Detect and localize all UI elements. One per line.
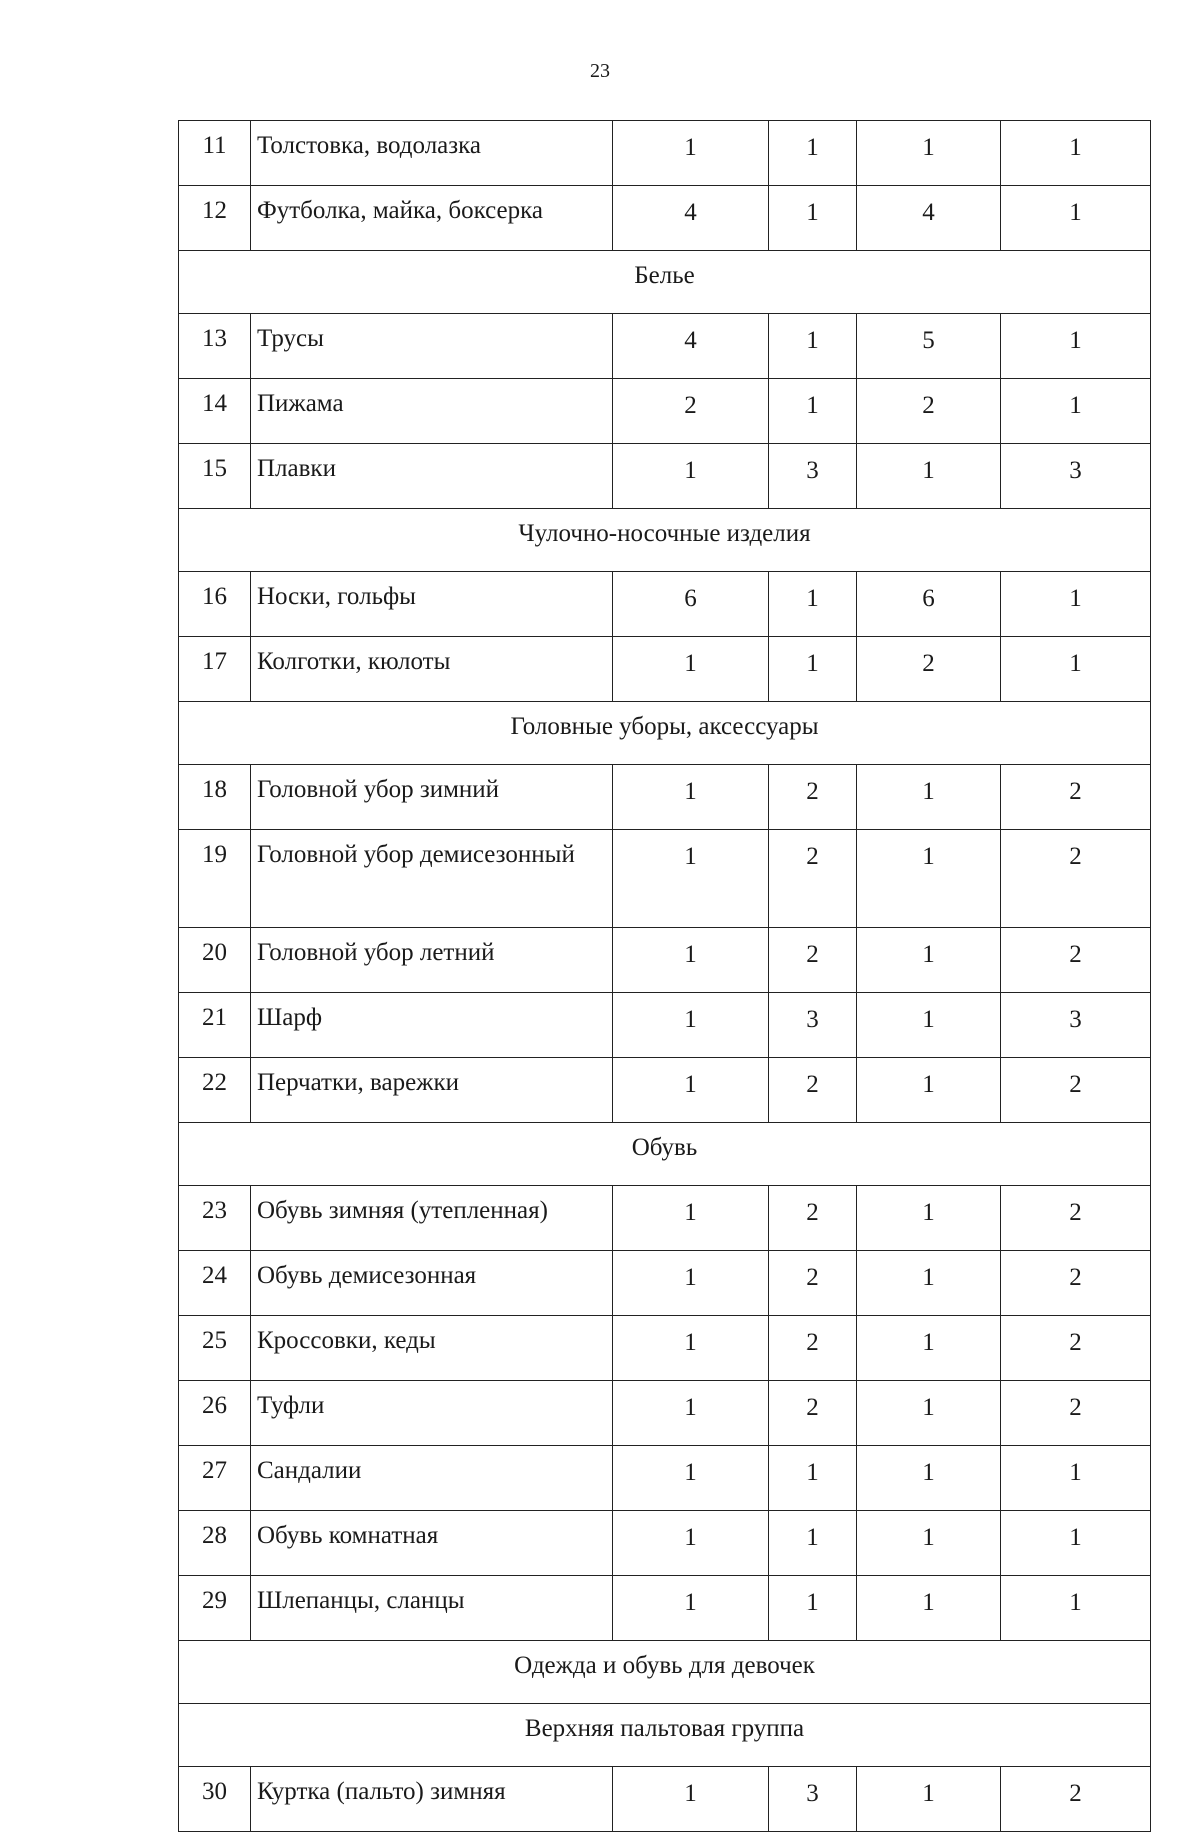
item-name: Перчатки, варежки bbox=[251, 1058, 613, 1123]
table-row bbox=[179, 993, 1151, 1058]
item-name: Колготки, кюлоты bbox=[251, 637, 613, 702]
value-cell-4: 2 bbox=[1001, 1186, 1151, 1251]
row-number: 23 bbox=[179, 1186, 251, 1251]
value-cell-2: 1 bbox=[769, 379, 857, 444]
row-number: 15 bbox=[179, 444, 251, 509]
value-cell-2: 1 bbox=[769, 1446, 857, 1511]
section-header-row bbox=[179, 251, 1151, 314]
section-header-row bbox=[179, 1641, 1151, 1704]
table-row bbox=[179, 637, 1151, 702]
value-cell-4: 1 bbox=[1001, 379, 1151, 444]
value-cell-2: 1 bbox=[769, 572, 857, 637]
value-cell-3: 1 bbox=[857, 1251, 1001, 1316]
value-cell-3: 2 bbox=[857, 379, 1001, 444]
table-row bbox=[179, 765, 1151, 830]
value-cell-1: 1 bbox=[613, 1186, 769, 1251]
table-row bbox=[179, 121, 1151, 186]
section-title: Белье bbox=[179, 251, 1151, 314]
value-cell-3: 1 bbox=[857, 1576, 1001, 1641]
value-cell-1: 1 bbox=[613, 1511, 769, 1576]
table-row bbox=[179, 1251, 1151, 1316]
value-cell-4: 2 bbox=[1001, 1767, 1151, 1832]
value-cell-3: 1 bbox=[857, 121, 1001, 186]
value-cell-1: 1 bbox=[613, 1058, 769, 1123]
value-cell-2: 3 bbox=[769, 444, 857, 509]
item-name: Носки, гольфы bbox=[251, 572, 613, 637]
value-cell-2: 1 bbox=[769, 1511, 857, 1576]
value-cell-2: 1 bbox=[769, 1576, 857, 1641]
row-number: 25 bbox=[179, 1316, 251, 1381]
row-number: 13 bbox=[179, 314, 251, 379]
value-cell-3: 1 bbox=[857, 1186, 1001, 1251]
value-cell-4: 1 bbox=[1001, 186, 1151, 251]
table-row bbox=[179, 186, 1151, 251]
section-header-row bbox=[179, 1123, 1151, 1186]
item-name: Плавки bbox=[251, 444, 613, 509]
item-name: Сандалии bbox=[251, 1446, 613, 1511]
value-cell-2: 1 bbox=[769, 314, 857, 379]
value-cell-2: 2 bbox=[769, 1186, 857, 1251]
value-cell-4: 1 bbox=[1001, 572, 1151, 637]
row-number: 19 bbox=[179, 830, 251, 928]
value-cell-4: 1 bbox=[1001, 121, 1151, 186]
value-cell-4: 1 bbox=[1001, 637, 1151, 702]
value-cell-3: 1 bbox=[857, 444, 1001, 509]
value-cell-4: 1 bbox=[1001, 1446, 1151, 1511]
value-cell-3: 1 bbox=[857, 1446, 1001, 1511]
table-row bbox=[179, 1316, 1151, 1381]
value-cell-1: 1 bbox=[613, 993, 769, 1058]
item-name: Футболка, майка, боксерка bbox=[251, 186, 613, 251]
value-cell-4: 3 bbox=[1001, 993, 1151, 1058]
row-number: 27 bbox=[179, 1446, 251, 1511]
section-title: Верхняя пальтовая группа bbox=[179, 1704, 1151, 1767]
value-cell-1: 4 bbox=[613, 314, 769, 379]
table-row bbox=[179, 314, 1151, 379]
row-number: 11 bbox=[179, 121, 251, 186]
value-cell-1: 1 bbox=[613, 1767, 769, 1832]
value-cell-1: 1 bbox=[613, 1316, 769, 1381]
value-cell-2: 2 bbox=[769, 765, 857, 830]
value-cell-3: 1 bbox=[857, 1058, 1001, 1123]
value-cell-2: 2 bbox=[769, 830, 857, 928]
table-row bbox=[179, 1511, 1151, 1576]
row-number: 28 bbox=[179, 1511, 251, 1576]
value-cell-3: 1 bbox=[857, 1316, 1001, 1381]
value-cell-3: 2 bbox=[857, 637, 1001, 702]
table-row bbox=[179, 1186, 1151, 1251]
value-cell-3: 1 bbox=[857, 765, 1001, 830]
value-cell-3: 5 bbox=[857, 314, 1001, 379]
row-number: 29 bbox=[179, 1576, 251, 1641]
item-name: Туфли bbox=[251, 1381, 613, 1446]
table-row bbox=[179, 1058, 1151, 1123]
section-title: Чулочно-носочные изделия bbox=[179, 509, 1151, 572]
row-number: 12 bbox=[179, 186, 251, 251]
value-cell-2: 1 bbox=[769, 121, 857, 186]
value-cell-4: 2 bbox=[1001, 928, 1151, 993]
value-cell-2: 2 bbox=[769, 1058, 857, 1123]
clothing-norms-table bbox=[178, 120, 1151, 1832]
value-cell-1: 1 bbox=[613, 1576, 769, 1641]
value-cell-3: 1 bbox=[857, 1381, 1001, 1446]
value-cell-4: 2 bbox=[1001, 1316, 1151, 1381]
item-name: Головной убор летний bbox=[251, 928, 613, 993]
row-number: 20 bbox=[179, 928, 251, 993]
section-title: Обувь bbox=[179, 1123, 1151, 1186]
item-name: Обувь зимняя (утепленная) bbox=[251, 1186, 613, 1251]
value-cell-4: 2 bbox=[1001, 830, 1151, 928]
section-header-row bbox=[179, 509, 1151, 572]
section-title: Одежда и обувь для девочек bbox=[179, 1641, 1151, 1704]
row-number: 22 bbox=[179, 1058, 251, 1123]
item-name: Толстовка, водолазка bbox=[251, 121, 613, 186]
value-cell-1: 1 bbox=[613, 928, 769, 993]
row-number: 21 bbox=[179, 993, 251, 1058]
value-cell-4: 2 bbox=[1001, 1251, 1151, 1316]
section-header-row bbox=[179, 1704, 1151, 1767]
value-cell-3: 6 bbox=[857, 572, 1001, 637]
item-name: Обувь комнатная bbox=[251, 1511, 613, 1576]
value-cell-1: 4 bbox=[613, 186, 769, 251]
table-body bbox=[179, 121, 1151, 1832]
table-row bbox=[179, 1446, 1151, 1511]
row-number: 24 bbox=[179, 1251, 251, 1316]
value-cell-1: 6 bbox=[613, 572, 769, 637]
value-cell-1: 1 bbox=[613, 1446, 769, 1511]
table-row bbox=[179, 830, 1151, 928]
section-header-row bbox=[179, 702, 1151, 765]
value-cell-4: 2 bbox=[1001, 765, 1151, 830]
item-name: Кроссовки, кеды bbox=[251, 1316, 613, 1381]
table-row bbox=[179, 572, 1151, 637]
item-name: Головной убор демисезонный bbox=[251, 830, 613, 928]
value-cell-4: 2 bbox=[1001, 1058, 1151, 1123]
value-cell-2: 3 bbox=[769, 993, 857, 1058]
row-number: 30 bbox=[179, 1767, 251, 1832]
page-number: 23 bbox=[590, 60, 610, 82]
value-cell-4: 3 bbox=[1001, 444, 1151, 509]
value-cell-1: 1 bbox=[613, 1381, 769, 1446]
table-row bbox=[179, 444, 1151, 509]
value-cell-3: 1 bbox=[857, 830, 1001, 928]
item-name: Шарф bbox=[251, 993, 613, 1058]
item-name: Пижама bbox=[251, 379, 613, 444]
value-cell-3: 1 bbox=[857, 1767, 1001, 1832]
value-cell-2: 2 bbox=[769, 928, 857, 993]
value-cell-1: 1 bbox=[613, 637, 769, 702]
value-cell-2: 2 bbox=[769, 1381, 857, 1446]
value-cell-1: 1 bbox=[613, 121, 769, 186]
value-cell-2: 2 bbox=[769, 1316, 857, 1381]
item-name: Головной убор зимний bbox=[251, 765, 613, 830]
value-cell-4: 1 bbox=[1001, 314, 1151, 379]
row-number: 17 bbox=[179, 637, 251, 702]
item-name: Обувь демисезонная bbox=[251, 1251, 613, 1316]
value-cell-2: 1 bbox=[769, 186, 857, 251]
value-cell-4: 1 bbox=[1001, 1511, 1151, 1576]
section-title: Головные уборы, аксессуары bbox=[179, 702, 1151, 765]
row-number: 18 bbox=[179, 765, 251, 830]
item-name: Шлепанцы, сланцы bbox=[251, 1576, 613, 1641]
value-cell-1: 1 bbox=[613, 1251, 769, 1316]
row-number: 26 bbox=[179, 1381, 251, 1446]
value-cell-2: 3 bbox=[769, 1767, 857, 1832]
table-row bbox=[179, 379, 1151, 444]
value-cell-4: 1 bbox=[1001, 1576, 1151, 1641]
value-cell-3: 1 bbox=[857, 993, 1001, 1058]
value-cell-4: 2 bbox=[1001, 1381, 1151, 1446]
table-row bbox=[179, 1381, 1151, 1446]
item-name: Трусы bbox=[251, 314, 613, 379]
value-cell-1: 2 bbox=[613, 379, 769, 444]
item-name: Куртка (пальто) зимняя bbox=[251, 1767, 613, 1832]
value-cell-1: 1 bbox=[613, 444, 769, 509]
table-row bbox=[179, 928, 1151, 993]
value-cell-1: 1 bbox=[613, 765, 769, 830]
value-cell-3: 4 bbox=[857, 186, 1001, 251]
value-cell-3: 1 bbox=[857, 928, 1001, 993]
table-row bbox=[179, 1767, 1151, 1832]
value-cell-2: 2 bbox=[769, 1251, 857, 1316]
value-cell-1: 1 bbox=[613, 830, 769, 928]
value-cell-3: 1 bbox=[857, 1511, 1001, 1576]
row-number: 14 bbox=[179, 379, 251, 444]
value-cell-2: 1 bbox=[769, 637, 857, 702]
table-row bbox=[179, 1576, 1151, 1641]
row-number: 16 bbox=[179, 572, 251, 637]
